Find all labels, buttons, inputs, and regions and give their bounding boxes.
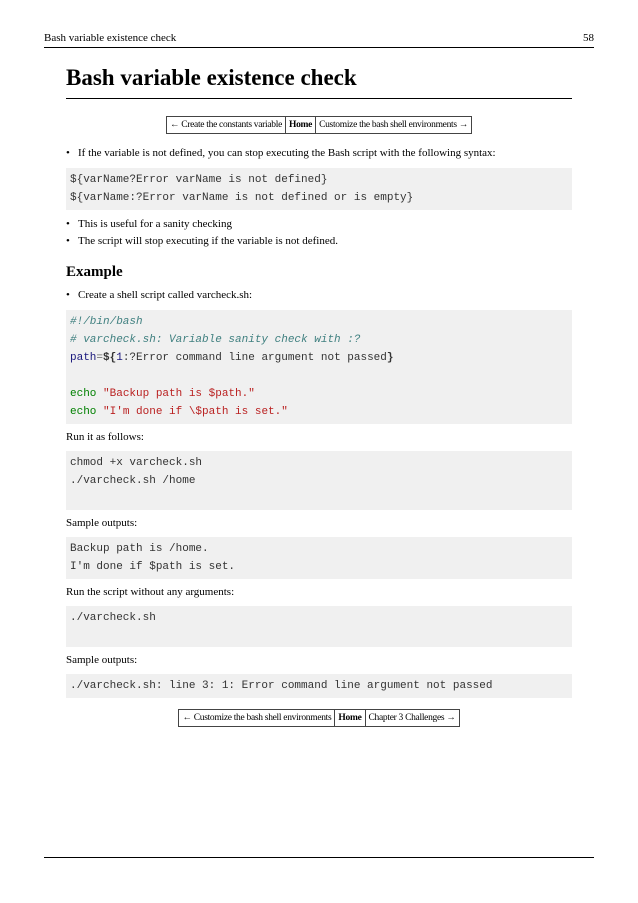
noargs-label: Run the script without any arguments: [66, 586, 235, 598]
nav-next-link[interactable]: Chapter 3 Challenges → [365, 710, 459, 727]
sample-output-block [66, 537, 572, 579]
echo-line [70, 385, 568, 403]
nav-home-link[interactable]: Home [285, 117, 315, 134]
code-line: ${varName:?Error varName is not defined or is empty} [70, 192, 414, 204]
error-output-block [66, 674, 572, 698]
echo-line [70, 403, 568, 421]
nav-bar-top [166, 116, 472, 134]
shebang-line: #!/bin/bash [70, 316, 143, 328]
syntax-code-block [66, 168, 572, 210]
expansion-close: } [386, 352, 394, 364]
title-rule [66, 98, 572, 99]
code-line: ./varcheck.sh: line 3: 1: Error command line argument not passed [70, 680, 493, 692]
echo-keyword: echo [70, 406, 97, 418]
assign-operator: = [96, 352, 104, 364]
blank-line [70, 367, 568, 385]
expansion-body: :?Error command line argument not passed [122, 352, 387, 364]
running-title: Bash variable existence check [44, 32, 177, 44]
list-item: • The script will stop executing if the variable is not defined. [66, 233, 572, 250]
page-title: Bash variable existence check [66, 65, 357, 90]
notes-list [66, 216, 572, 250]
echo-keyword: echo [70, 388, 97, 400]
code-line: Backup path is /home. [70, 543, 209, 555]
assignment-line [70, 349, 568, 367]
intro-list [66, 145, 572, 162]
noargs-code-block [66, 606, 572, 647]
page-content [66, 62, 572, 727]
example-heading: Example [66, 264, 123, 280]
page-number: 58 [583, 32, 594, 44]
code-line: ./varcheck.sh /home [70, 475, 196, 487]
echo-string: "Backup path is $path." [103, 388, 255, 400]
list-item: • If the variable is not defined, you can stop executing the Bash script with the following syntax: [66, 145, 572, 162]
nav-bar-bottom [178, 709, 459, 727]
nav-prev-link[interactable]: ← Create the constants variable [166, 117, 285, 134]
footer-rule [44, 857, 594, 858]
code-line: ${varName?Error varName is not defined} [70, 174, 328, 186]
example-list [66, 287, 572, 304]
expansion-open: ${ [103, 352, 117, 364]
list-item: • Create a shell script called varcheck.sh: [66, 287, 572, 304]
sample-outputs-label: Sample outputs: [66, 517, 138, 529]
code-line: I'm done if $path is set. [70, 561, 236, 573]
running-header [44, 32, 594, 46]
run-code-block [66, 451, 572, 510]
positional-param: 1 [116, 352, 123, 364]
code-line: ./varcheck.sh [70, 612, 156, 624]
script-code-block [66, 310, 572, 424]
list-item: • This is useful for a sanity checking [66, 216, 572, 233]
variable-name: path [70, 352, 97, 364]
echo-string: "I'm done if \$path is set." [103, 406, 288, 418]
header-rule [44, 47, 594, 48]
nav-home-link[interactable]: Home [335, 710, 365, 727]
comment-line: # varcheck.sh: Variable sanity check with :? [70, 334, 361, 346]
code-line: chmod +x varcheck.sh [70, 457, 203, 469]
nav-next-link[interactable]: Customize the bash shell environments → [316, 117, 472, 134]
nav-prev-link[interactable]: ← Customize the bash shell environments [179, 710, 335, 727]
sample-outputs-label-2: Sample outputs: [66, 654, 138, 666]
run-label: Run it as follows: [66, 431, 144, 443]
